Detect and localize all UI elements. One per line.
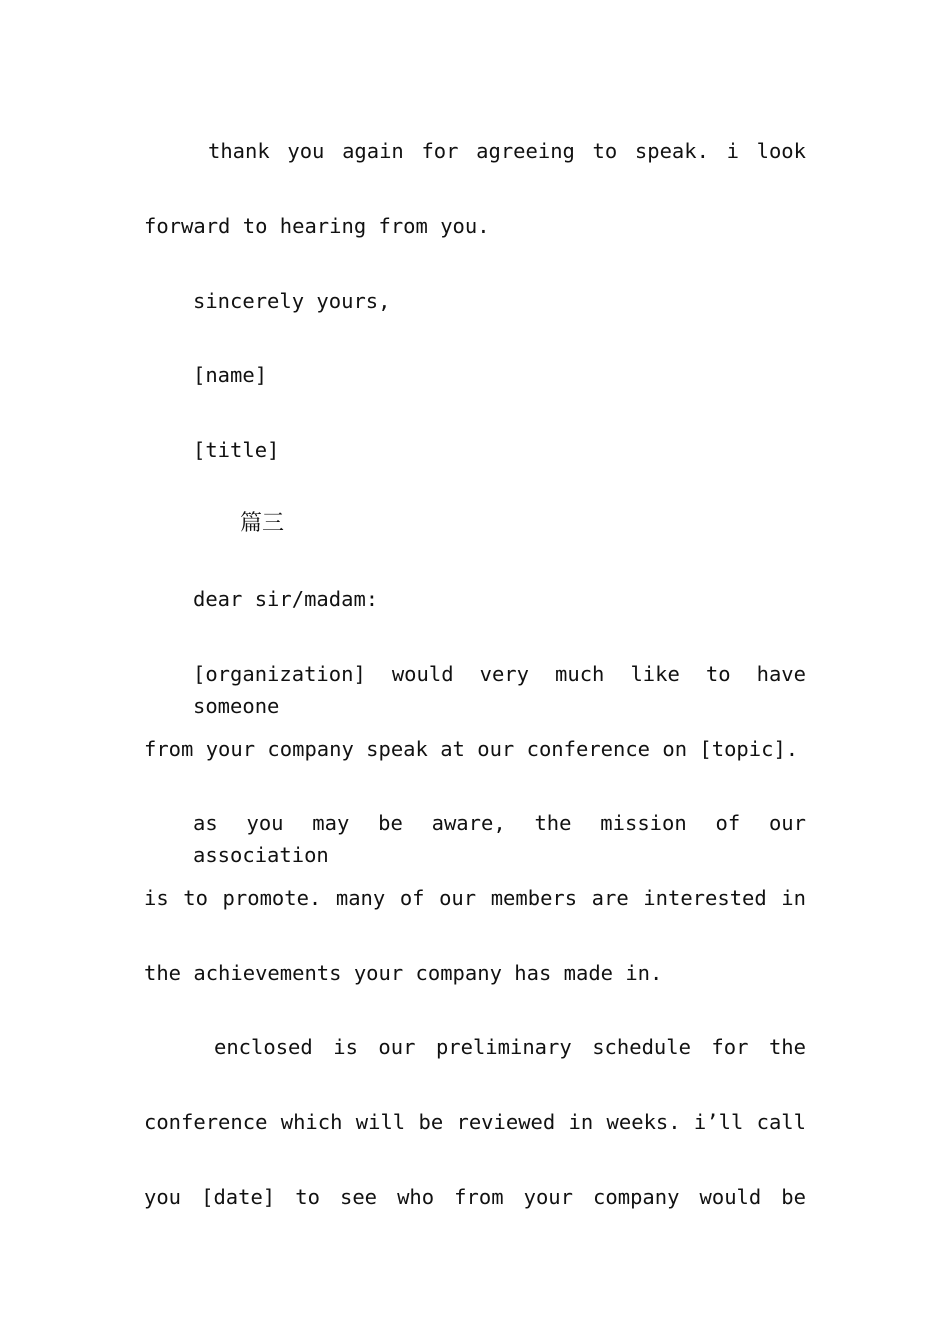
- salutation-line: dear sir/madam:: [193, 587, 379, 611]
- paragraph-line: forward to hearing from you.: [144, 214, 490, 238]
- paragraph-line: [organization] would very much like to have someone: [193, 662, 806, 718]
- paragraph-line: from your company speak at our conference on [topic].: [144, 737, 799, 761]
- paragraph-line: is to promote. many of our members are interested in: [144, 886, 806, 910]
- signature-name: [name]: [193, 363, 268, 387]
- section-heading: 篇三: [240, 511, 285, 536]
- paragraph-line: you [date] to see who from your company would be: [144, 1185, 806, 1209]
- paragraph-line: thank you again for agreeing to speak. i look: [208, 139, 806, 163]
- paragraph-line: enclosed is our preliminary schedule for the: [214, 1035, 806, 1059]
- signature-title: [title]: [193, 438, 280, 462]
- paragraph-line: as you may be aware, the mission of our association: [193, 811, 806, 867]
- paragraph-line: the achievements your company has made in.: [144, 961, 663, 985]
- paragraph-line: conference which will be reviewed in weeks. i’ll call: [144, 1110, 806, 1134]
- closing-line: sincerely yours,: [193, 289, 391, 313]
